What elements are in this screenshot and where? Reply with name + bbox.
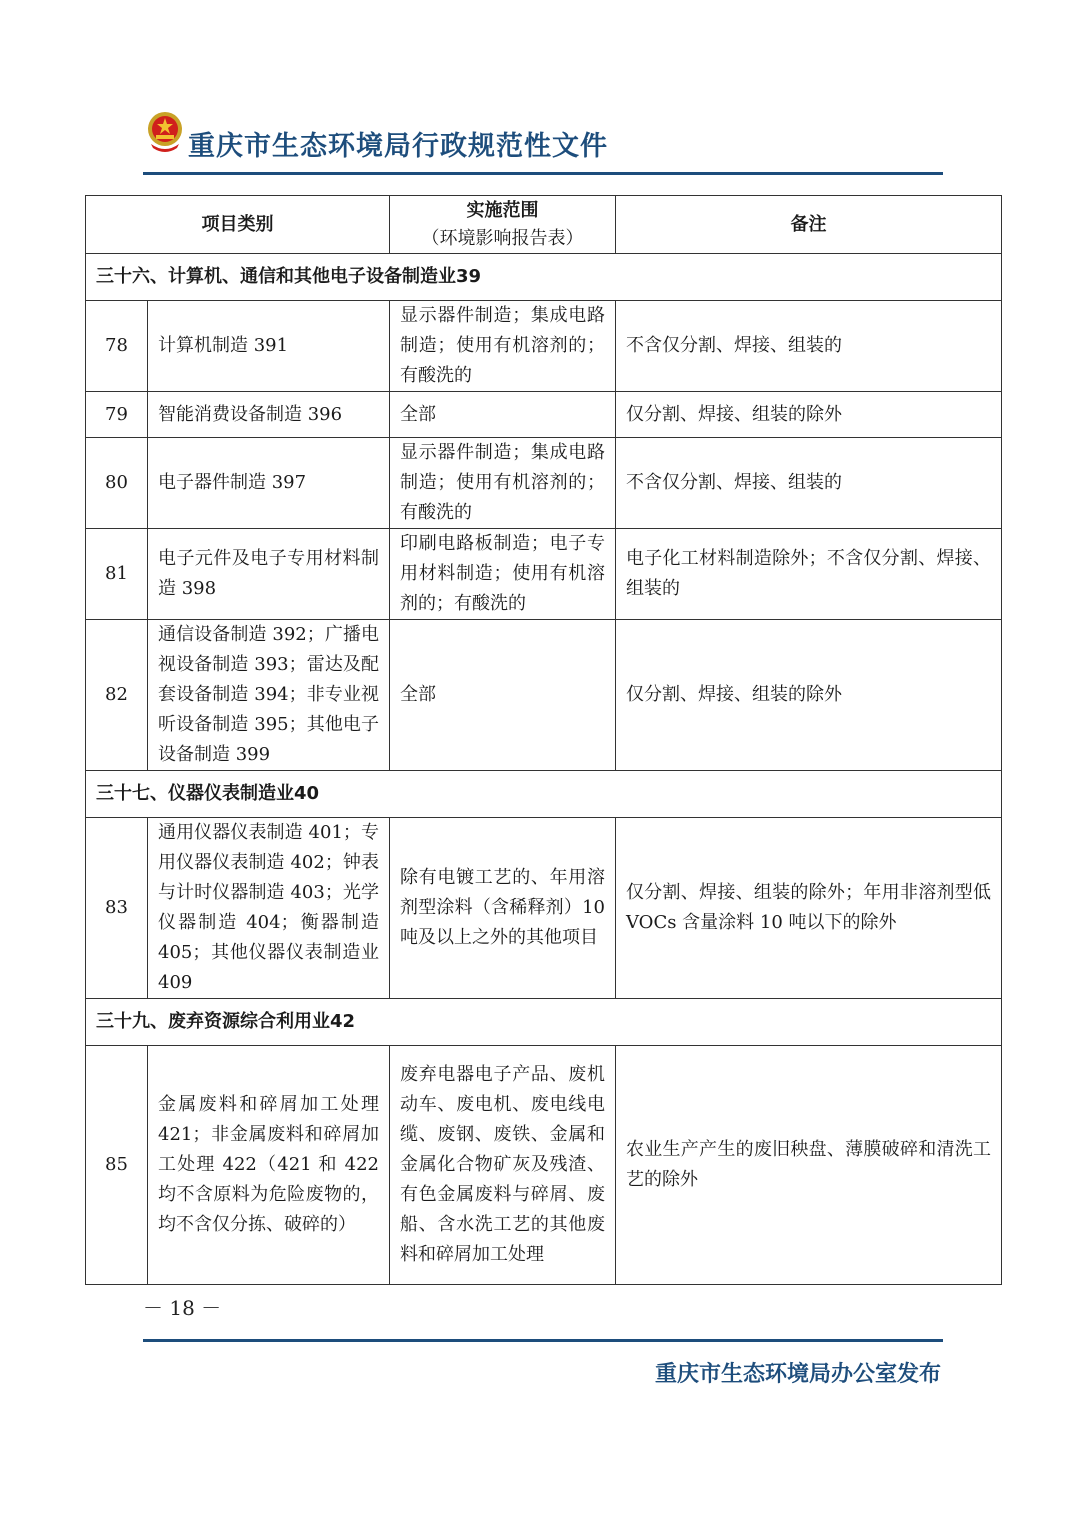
row-category: 计算机制造 391 xyxy=(148,301,390,392)
row-scope: 全部 xyxy=(390,620,616,771)
row-number: 78 xyxy=(86,301,148,392)
row-note: 仅分割、焊接、组装的除外 xyxy=(616,392,1002,438)
national-emblem-icon xyxy=(145,110,185,154)
row-number: 79 xyxy=(86,392,148,438)
section-title: 三十七、仪器仪表制造业40 xyxy=(86,771,1002,818)
row-category: 电子元件及电子专用材料制造 398 xyxy=(148,529,390,620)
row-scope: 显示器件制造；集成电路制造；使用有机溶剂的；有酸洗的 xyxy=(390,301,616,392)
footer-publisher: 重庆市生态环境局办公室发布 xyxy=(654,1362,941,1387)
row-category: 电子器件制造 397 xyxy=(148,438,390,529)
table-row xyxy=(86,392,1002,438)
row-category: 通用仪器仪表制造 401；专用仪器仪表制造 402；钟表与计时仪器制造 403；光学仪器制造 404；衡器制造 405；其他仪器仪表制造业 409 xyxy=(148,818,390,999)
table-row xyxy=(86,1046,1002,1285)
header-note: 备注 xyxy=(616,196,1002,254)
row-number: 82 xyxy=(86,620,148,771)
table-row xyxy=(86,301,1002,392)
section-row xyxy=(86,254,1002,301)
section-row xyxy=(86,999,1002,1046)
row-note: 不含仅分割、焊接、组装的 xyxy=(616,438,1002,529)
page-number: － 18 － xyxy=(143,1296,222,1320)
row-scope: 印刷电路板制造；电子专用材料制造；使用有机溶剂的；有酸洗的 xyxy=(390,529,616,620)
section-title: 三十九、废弃资源综合利用业42 xyxy=(86,999,1002,1046)
table-row xyxy=(86,529,1002,620)
row-category: 智能消费设备制造 396 xyxy=(148,392,390,438)
table-row xyxy=(86,438,1002,529)
row-note: 农业生产产生的废旧秧盘、薄膜破碎和清洗工艺的除外 xyxy=(616,1046,1002,1285)
document-header xyxy=(143,106,943,178)
row-scope: 全部 xyxy=(390,392,616,438)
row-scope: 除有电镀工艺的、年用溶剂型涂料（含稀释剂）10 吨及以上之外的其他项目 xyxy=(390,818,616,999)
header-title: 重庆市生态环境局行政规范性文件 xyxy=(188,131,608,162)
row-category: 通信设备制造 392；广播电视设备制造 393；雷达及配套设备制造 394；非专业视听设备制造 395；其他电子设备制造 399 xyxy=(148,620,390,771)
row-number: 81 xyxy=(86,529,148,620)
table-row xyxy=(86,818,1002,999)
header-scope-line1: 实施范围 xyxy=(466,199,539,221)
scope-table xyxy=(85,195,1002,1285)
row-number: 83 xyxy=(86,818,148,999)
row-note: 电子化工材料制造除外；不含仅分割、焊接、组装的 xyxy=(616,529,1002,620)
row-number: 85 xyxy=(86,1046,148,1285)
header-scope xyxy=(390,196,616,254)
header-rule xyxy=(143,172,943,175)
row-number: 80 xyxy=(86,438,148,529)
row-note: 仅分割、焊接、组装的除外；年用非溶剂型低 VOCs 含量涂料 10 吨以下的除外 xyxy=(616,818,1002,999)
table-header-row xyxy=(86,196,1002,254)
header-scope-line2: （环境影响报告表） xyxy=(421,227,584,249)
row-scope: 显示器件制造；集成电路制造；使用有机溶剂的；有酸洗的 xyxy=(390,438,616,529)
row-scope: 废弃电器电子产品、废机动车、废电机、废电线电缆、废钢、废铁、金属和金属化合物矿灰及残渣、有色金属废料与碎屑、废船、含水洗工艺的其他废料和碎屑加工处理 xyxy=(390,1046,616,1285)
table-row xyxy=(86,620,1002,771)
footer-rule xyxy=(143,1339,943,1342)
section-row xyxy=(86,771,1002,818)
row-category: 金属废料和碎屑加工处理 421；非金属废料和碎屑加工处理 422（421 和 422 均不含原料为危险废物的，均不含仅分拣、破碎的） xyxy=(148,1046,390,1285)
section-title: 三十六、计算机、通信和其他电子设备制造业39 xyxy=(86,254,1002,301)
row-note: 仅分割、焊接、组装的除外 xyxy=(616,620,1002,771)
header-category: 项目类别 xyxy=(86,196,390,254)
row-note: 不含仅分割、焊接、组装的 xyxy=(616,301,1002,392)
